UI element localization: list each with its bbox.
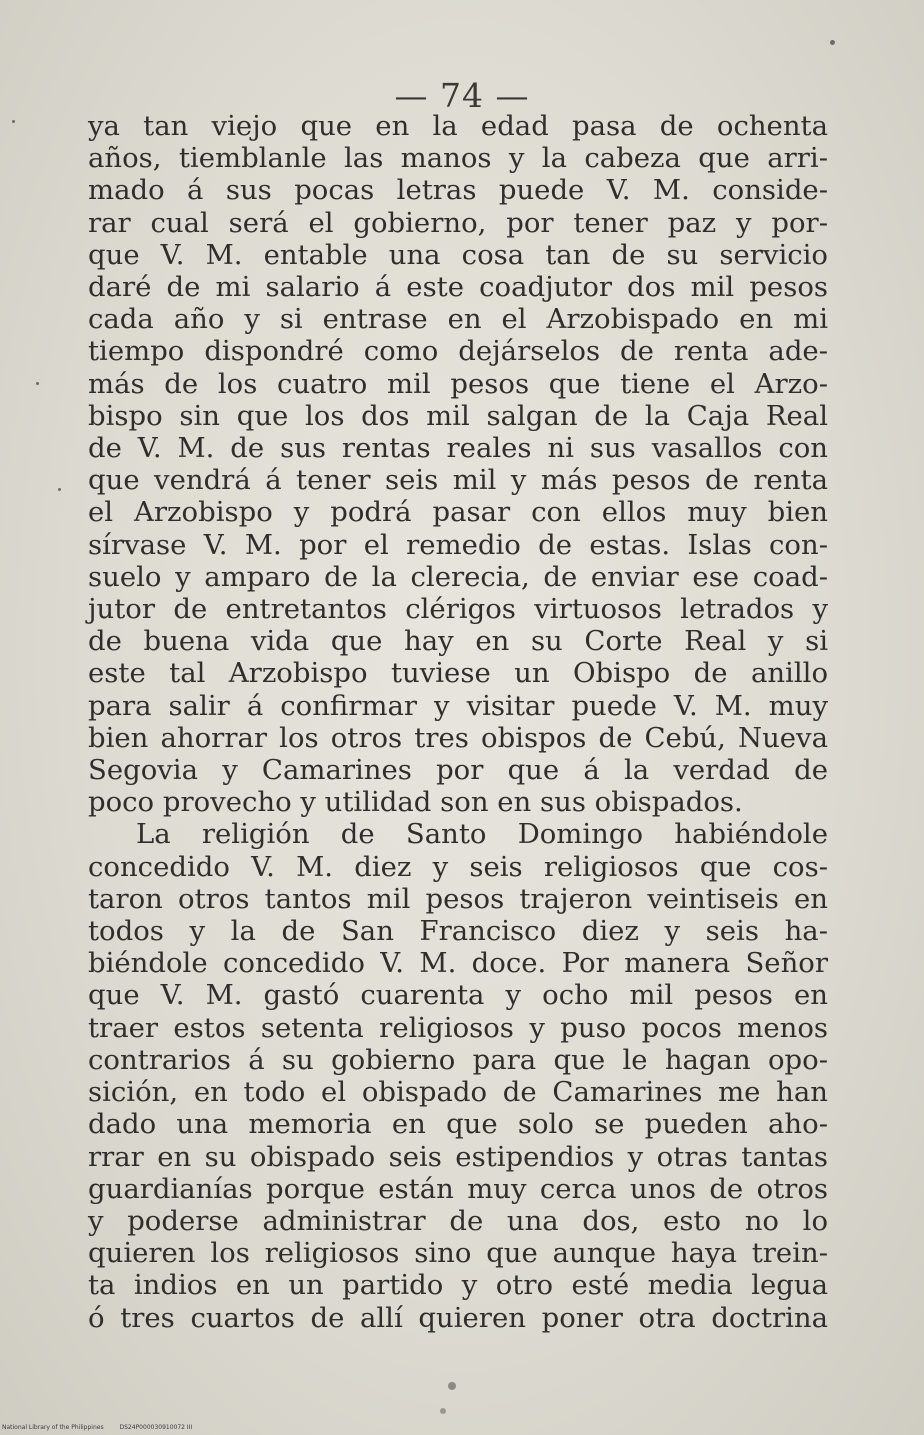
text-line: taron otros tantos mil pesos trajeron veintiseis en (88, 882, 828, 915)
text-line: cada año y si entrase en el Arzobispado en mi (88, 303, 828, 336)
scan-speck (36, 382, 39, 385)
text-line: tiempo dispondré como dejárselos de renta ade- (88, 335, 828, 368)
text-line: biéndole concedido V. M. doce. Por manera Señor (88, 947, 828, 980)
text-line: años, tiemblanle las manos y la cabeza que arri- (88, 142, 828, 175)
paragraph-start-line: La religión de Santo Domingo habiéndole (136, 818, 828, 851)
text-line: daré de mi salario á este coadjutor dos mil pesos (88, 271, 828, 304)
text-line: el Arzobispo y podrá pasar con ellos muy bien (88, 496, 828, 529)
scan-code: DS24P000030910072 III (119, 1424, 193, 1431)
scan-speck (58, 488, 61, 491)
library-credit: National Library of the Philippines (2, 1424, 104, 1431)
text-line: sición, en todo el obispado de Camarines me han (88, 1076, 828, 1109)
text-line: traer estos setenta religiosos y puso pocos menos (88, 1011, 828, 1044)
scan-speck (830, 40, 835, 45)
text-line: poco provecho y utilidad son en sus obispados. (88, 786, 743, 819)
text-line: concedido V. M. diez y seis religiosos que cos- (88, 850, 828, 883)
text-line: mado á sus pocas letras puede V. M. conside- (88, 174, 828, 207)
text-line: ya tan viejo que en la edad pasa de ochenta (88, 110, 828, 142)
text-line: ta indios en un partido y otro esté media legua (88, 1269, 828, 1302)
text-line: rrar en su obispado seis estipendios y otras tantas (88, 1140, 828, 1173)
scan-speck (448, 1382, 456, 1390)
scan-speck (440, 1408, 446, 1414)
text-line: sírvase V. M. por el remedio de estas. Islas con- (88, 528, 828, 561)
page-number: — 74 — (394, 76, 530, 115)
text-line: jutor de entretantos clérigos virtuosos letrados y (88, 593, 828, 626)
text-line: más de los cuatro mil pesos que tiene el Arzo- (88, 367, 828, 400)
text-line: que V. M. gastó cuarenta y ocho mil pesos en (88, 979, 828, 1012)
text-line: dado una memoria en que solo se pueden aho- (88, 1108, 828, 1141)
text-line: que vendrá á tener seis mil y más pesos de renta (88, 464, 828, 497)
text-line: bien ahorrar los otros tres obispos de Cebú, Nueva (88, 721, 828, 754)
text-line: contrarios á su gobierno para que le hagan opo- (88, 1043, 828, 1076)
text-line: de V. M. de sus rentas reales ni sus vasallos con (88, 432, 828, 465)
text-line: suelo y amparo de la clerecia, de enviar ese coad- (88, 560, 828, 593)
text-line: para salir á confirmar y visitar puede V. M. muy (88, 689, 828, 722)
text-line: guardianías porque están muy cerca unos de otros (88, 1172, 828, 1205)
text-line: ó tres cuartos de allí quieren poner otra doctrina (88, 1301, 828, 1334)
text-line: de buena vida que hay en su Corte Real y si (88, 625, 828, 658)
text-line: bispo sin que los dos mil salgan de la Caja Real (88, 399, 828, 432)
text-line: Segovia y Camarines por que á la verdad de (88, 754, 828, 787)
text-line: este tal Arzobispo tuviese un Obispo de anillo (88, 657, 828, 690)
text-line: y poderse administrar de una dos, esto no lo (88, 1204, 828, 1237)
text-line: que V. M. entable una cosa tan de su servicio (88, 238, 828, 271)
text-line: todos y la de San Francisco diez y seis ha- (88, 915, 828, 948)
scan-speck (12, 120, 15, 123)
text-line: rar cual será el gobierno, por tener paz y por- (88, 206, 828, 239)
body-text (88, 110, 828, 1334)
text-line: quieren los religiosos sino que aunque haya trein- (88, 1237, 828, 1270)
footer-credit (2, 1424, 206, 1431)
